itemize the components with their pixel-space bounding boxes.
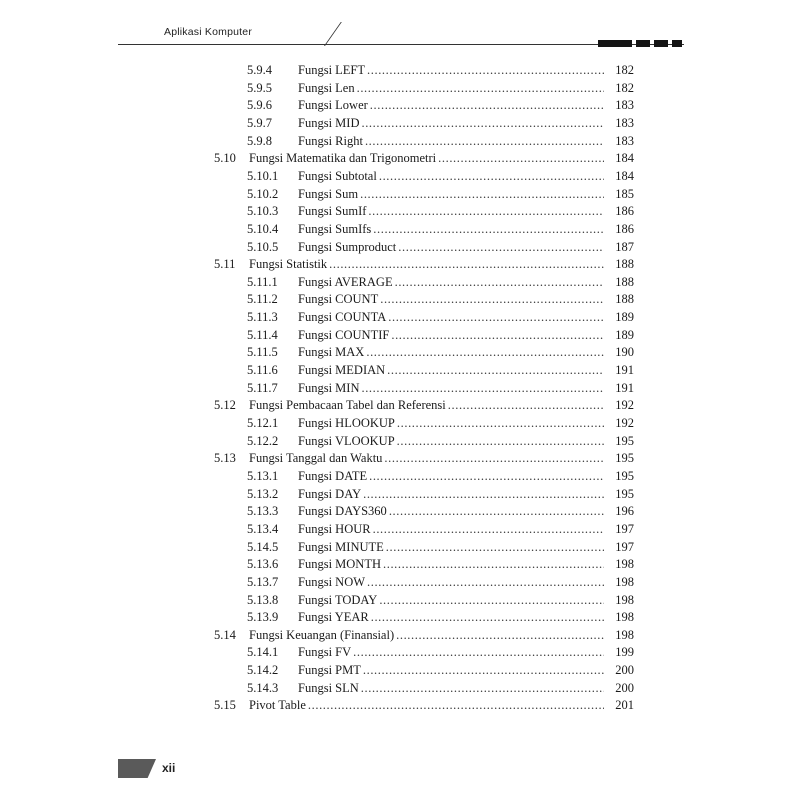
toc-entry-number: 5.13.6 — [247, 557, 279, 572]
toc-dot-leader — [367, 61, 604, 79]
toc-entry-title-leader — [298, 502, 604, 520]
toc-entry-title: Fungsi MEDIAN — [298, 363, 386, 378]
toc-dot-leader — [383, 555, 604, 573]
toc-subsection-row — [0, 167, 800, 185]
toc-entry-title: Fungsi MAX — [298, 345, 365, 360]
header-title: Aplikasi Komputer — [164, 26, 253, 38]
toc-entry-page: 195 — [615, 433, 634, 448]
toc-dot-leader — [397, 414, 604, 432]
toc-entry-number: 5.13.4 — [247, 521, 279, 536]
toc-subsection-row — [0, 379, 800, 397]
toc-subsection-row — [0, 502, 800, 520]
toc-entry-page: 188 — [615, 292, 634, 307]
toc-entry-title: Fungsi Tanggal dan Waktu — [249, 451, 383, 466]
toc-subsection-row — [0, 273, 800, 291]
toc-entry-title: Fungsi FV — [298, 645, 352, 660]
toc-entry-title-leader — [298, 555, 604, 573]
header-block-1 — [598, 40, 632, 47]
toc-dot-leader — [397, 432, 604, 450]
toc-entry-title: Fungsi Pembacaan Tabel dan Referensi — [249, 398, 446, 413]
toc-entry-title-leader — [298, 308, 604, 326]
footer-page-tab — [118, 759, 156, 778]
toc-dot-leader — [388, 308, 604, 326]
toc-dot-leader — [448, 396, 604, 414]
toc-entry-page: 192 — [615, 398, 634, 413]
toc-entry-title-leader — [298, 343, 604, 361]
toc-entry-title: Fungsi DAY — [298, 486, 362, 501]
toc-entry-page: 197 — [615, 521, 634, 536]
toc-subsection-row — [0, 361, 800, 379]
toc-entry-number: 5.9.7 — [247, 115, 272, 130]
toc-entry-number: 5.13.2 — [247, 486, 279, 501]
toc-subsection-row — [0, 308, 800, 326]
toc-entry-page: 198 — [615, 574, 634, 589]
toc-entry-page: 188 — [615, 257, 634, 272]
toc-entry-number: 5.11.2 — [247, 292, 278, 307]
header-block-4 — [672, 40, 682, 47]
toc-entry-title: Fungsi Sumproduct — [298, 239, 397, 254]
toc-subsection-row — [0, 79, 800, 97]
toc-entry-title: Fungsi SLN — [298, 680, 359, 695]
toc-entry-title-leader — [298, 608, 604, 626]
toc-dot-leader — [369, 467, 604, 485]
toc-entry-page: 200 — [615, 663, 634, 678]
toc-entry-title-leader — [298, 79, 604, 97]
toc-subsection-row — [0, 202, 800, 220]
toc-entry-title: Fungsi Matematika dan Trigonometri — [249, 151, 437, 166]
toc-entry-page: 182 — [615, 80, 634, 95]
toc-entry-title-leader — [249, 255, 604, 273]
toc-entry-title: Fungsi AVERAGE — [298, 274, 393, 289]
toc-entry-number: 5.10.2 — [247, 186, 279, 201]
toc-entry-page: 197 — [615, 539, 634, 554]
toc-entry-title-leader — [298, 520, 604, 538]
toc-entry-page: 198 — [615, 610, 634, 625]
toc-entry-title: Fungsi SumIf — [298, 204, 367, 219]
header-block-2 — [636, 40, 650, 47]
toc-section-row — [0, 396, 800, 414]
toc-entry-title: Fungsi MID — [298, 115, 360, 130]
toc-entry-title-leader — [298, 114, 604, 132]
toc-entry-number: 5.10.5 — [247, 239, 279, 254]
toc-entry-title-leader — [298, 538, 604, 556]
toc-section-row — [0, 696, 800, 714]
toc-section-row — [0, 626, 800, 644]
toc-subsection-row — [0, 326, 800, 344]
toc-entry-title-leader — [298, 591, 604, 609]
toc-entry-page: 184 — [615, 168, 634, 183]
toc-dot-leader — [384, 449, 604, 467]
toc-entry-number: 5.11.3 — [247, 310, 278, 325]
toc-entry-title-leader — [298, 643, 604, 661]
toc-entry-page: 182 — [615, 63, 634, 77]
toc-subsection-row — [0, 661, 800, 679]
toc-dot-leader — [365, 132, 604, 150]
toc-entry-title: Fungsi VLOOKUP — [298, 433, 395, 448]
toc-entry-page: 183 — [615, 133, 634, 148]
toc-entry-number: 5.9.6 — [247, 98, 272, 113]
toc-entry-page: 188 — [615, 274, 634, 289]
toc-subsection-row — [0, 132, 800, 150]
toc-entry-title-leader — [298, 202, 604, 220]
toc-entry-title-leader — [249, 626, 604, 644]
toc-entry-page: 191 — [615, 380, 634, 395]
toc-entry-title: Fungsi SumIfs — [298, 221, 372, 236]
toc-entry-page: 186 — [615, 221, 634, 236]
toc-entry-title: Fungsi HOUR — [298, 521, 371, 536]
toc-entry-page: 190 — [615, 345, 634, 360]
toc-entry-title: Fungsi Right — [298, 133, 363, 148]
toc-entry-title-leader — [298, 273, 604, 291]
toc-entry-title: Fungsi LEFT — [298, 63, 366, 77]
toc-entry-number: 5.15 — [214, 698, 236, 713]
toc-entry-number: 5.12.2 — [247, 433, 279, 448]
toc-entry-number: 5.13.8 — [247, 592, 279, 607]
toc-entry-number: 5.13.7 — [247, 574, 279, 589]
toc-entry-title-leader — [298, 185, 604, 203]
toc-entry-page: 196 — [615, 504, 634, 519]
toc-entry-title: Fungsi NOW — [298, 574, 366, 589]
toc-entry-title: Fungsi Statistik — [249, 257, 328, 272]
toc-entry-page: 195 — [615, 486, 634, 501]
toc-entry-title: Fungsi YEAR — [298, 610, 369, 625]
toc-dot-leader — [371, 608, 604, 626]
toc-subsection-row — [0, 485, 800, 503]
toc-subsection-row — [0, 643, 800, 661]
toc-entry-page: 198 — [615, 557, 634, 572]
toc-entry-title: Fungsi DAYS360 — [298, 504, 387, 519]
toc-entry-number: 5.11.1 — [247, 274, 278, 289]
header-block-3 — [654, 40, 668, 47]
toc-entry-number: 5.11.7 — [247, 380, 278, 395]
toc-entry-number: 5.10 — [214, 151, 236, 166]
toc-entry-title-leader — [298, 220, 604, 238]
toc-entry-page: 200 — [615, 680, 634, 695]
toc-entry-title-leader — [298, 326, 604, 344]
toc-subsection-row — [0, 573, 800, 591]
toc-entry-title-leader — [298, 361, 604, 379]
toc-entry-page: 189 — [615, 327, 634, 342]
toc-dot-leader — [366, 343, 604, 361]
toc-dot-leader — [368, 202, 604, 220]
toc-entry-title: Fungsi COUNTA — [298, 310, 387, 325]
toc-entry-title: Fungsi Lower — [298, 98, 368, 113]
toc-entry-page: 183 — [615, 115, 634, 130]
toc-dot-leader — [389, 502, 604, 520]
toc-subsection-row — [0, 679, 800, 697]
toc-subsection-row — [0, 96, 800, 114]
toc-dot-leader — [361, 379, 604, 397]
toc-entry-number: 5.11.5 — [247, 345, 278, 360]
toc-subsection-row — [0, 538, 800, 556]
toc-dot-leader — [370, 96, 604, 114]
toc-subsection-row — [0, 343, 800, 361]
toc-entry-title: Fungsi PMT — [298, 663, 361, 678]
toc-subsection-row — [0, 432, 800, 450]
toc-section-row — [0, 449, 800, 467]
toc-entry-number: 5.11.4 — [247, 327, 278, 342]
toc-entry-number: 5.10.4 — [247, 221, 279, 236]
toc-entry-page: 198 — [615, 627, 634, 642]
toc-entry-number: 5.11 — [214, 257, 236, 272]
toc-subsection-row — [0, 114, 800, 132]
toc-dot-leader — [353, 643, 604, 661]
toc-entry-number: 5.14.2 — [247, 663, 279, 678]
toc-entry-title-leader — [298, 290, 604, 308]
toc-entry-page: 186 — [615, 204, 634, 219]
toc-subsection-row — [0, 520, 800, 538]
toc-section-row — [0, 149, 800, 167]
toc-entry-title-leader — [298, 573, 604, 591]
toc-entry-title: Fungsi MIN — [298, 380, 360, 395]
toc-entry-title: Fungsi Len — [298, 80, 355, 95]
toc-dot-leader — [387, 361, 604, 379]
toc-dot-leader — [361, 679, 604, 697]
toc-entry-title: Fungsi MINUTE — [298, 539, 384, 554]
toc-entry-number: 5.12.1 — [247, 416, 279, 430]
toc-entry-title: Fungsi HLOOKUP — [298, 416, 395, 430]
toc-subsection-row — [0, 61, 800, 79]
toc-subsection-row — [0, 185, 800, 203]
toc-entry-page: 189 — [615, 310, 634, 325]
toc-entry-page: 191 — [615, 363, 634, 378]
toc-entry-title-leader — [298, 414, 604, 432]
toc-entry-number: 5.12 — [214, 398, 236, 413]
toc-entry-number: 5.14 — [214, 627, 236, 642]
toc-dot-leader — [396, 626, 604, 644]
toc-entry-page: 195 — [615, 468, 634, 483]
toc-dot-leader — [308, 696, 604, 714]
toc-entry-page: 187 — [615, 239, 634, 254]
toc-entry-title-leader — [249, 696, 604, 714]
toc-entry-page: 199 — [615, 645, 634, 660]
toc-entry-number: 5.10.1 — [247, 168, 279, 183]
toc-dot-leader — [363, 485, 604, 503]
toc-dot-leader — [391, 326, 604, 344]
toc-dot-leader — [379, 591, 604, 609]
toc-entry-title-leader — [249, 149, 604, 167]
toc-entry-number: 5.14.5 — [247, 539, 279, 554]
toc-dot-leader — [380, 290, 604, 308]
toc-dot-leader — [363, 661, 604, 679]
toc-entry-title-leader — [298, 432, 604, 450]
toc-entry-number: 5.9.4 — [247, 63, 272, 77]
footer-page-number: xii — [162, 761, 176, 775]
toc-dot-leader — [367, 573, 604, 591]
toc-entry-title-leader — [298, 661, 604, 679]
toc-subsection-row — [0, 238, 800, 256]
toc-dot-leader — [373, 220, 604, 238]
toc-entry-number: 5.13.1 — [247, 468, 279, 483]
toc-entry-title-leader — [298, 379, 604, 397]
toc-entry-title: Fungsi Subtotal — [298, 168, 377, 183]
toc-entry-number: 5.13.3 — [247, 504, 279, 519]
toc-entry-title-leader — [298, 132, 604, 150]
toc-section-row — [0, 255, 800, 273]
toc-entry-page: 198 — [615, 592, 634, 607]
toc-entry-page: 183 — [615, 98, 634, 113]
toc-subsection-row — [0, 555, 800, 573]
toc-dot-leader — [398, 238, 604, 256]
toc-entry-title-leader — [298, 679, 604, 697]
toc-entry-number: 5.14.1 — [247, 645, 279, 660]
toc-entry-title: Fungsi DATE — [298, 468, 368, 483]
toc-entry-number: 5.10.3 — [247, 204, 279, 219]
toc-subsection-row — [0, 591, 800, 609]
toc-entry-title: Fungsi MONTH — [298, 557, 381, 572]
toc-entry-number: 5.13 — [214, 451, 236, 466]
toc-entry-number: 5.13.9 — [247, 610, 279, 625]
toc-entry-number: 5.9.5 — [247, 80, 272, 95]
toc-subsection-row — [0, 414, 800, 432]
toc-dot-leader — [357, 79, 604, 97]
toc-dot-leader — [438, 149, 604, 167]
toc-subsection-row — [0, 220, 800, 238]
toc-entry-title: Fungsi COUNT — [298, 292, 379, 307]
toc-dot-leader — [386, 538, 604, 556]
toc-dot-leader — [361, 114, 604, 132]
header-slant-divider — [310, 22, 342, 46]
toc-entry-title: Fungsi TODAY — [298, 592, 378, 607]
toc-dot-leader — [395, 273, 604, 291]
toc-entry-title: Pivot Table — [249, 698, 306, 713]
toc-dot-leader — [373, 520, 604, 538]
toc-entry-page: 201 — [615, 698, 634, 713]
toc-entry-title-leader — [298, 61, 604, 79]
toc-entry-title-leader — [298, 467, 604, 485]
toc-entry-page: 184 — [615, 151, 634, 166]
toc-subsection-row — [0, 467, 800, 485]
toc-dot-leader — [360, 185, 604, 203]
toc-dot-leader — [379, 167, 604, 185]
toc-entry-number: 5.9.8 — [247, 133, 272, 148]
toc-entry-title-leader — [249, 396, 604, 414]
toc-entry-number: 5.11.6 — [247, 363, 278, 378]
toc-dot-leader — [329, 255, 604, 273]
toc-entry-title-leader — [298, 96, 604, 114]
toc-entry-page: 192 — [615, 416, 634, 430]
toc-entry-number: 5.14.3 — [247, 680, 279, 695]
toc-entry-title-leader — [249, 449, 604, 467]
toc-entry-title: Fungsi Keuangan (Finansial) — [249, 627, 395, 642]
toc-entry-page: 185 — [615, 186, 634, 201]
toc-entry-title: Fungsi Sum — [298, 186, 359, 201]
toc-entry-title-leader — [298, 485, 604, 503]
toc-entry-title-leader — [298, 238, 604, 256]
toc-subsection-row — [0, 290, 800, 308]
toc-entry-title: Fungsi COUNTIF — [298, 327, 390, 342]
toc-subsection-row — [0, 608, 800, 626]
toc-entry-title-leader — [298, 167, 604, 185]
toc-entry-page: 195 — [615, 451, 634, 466]
